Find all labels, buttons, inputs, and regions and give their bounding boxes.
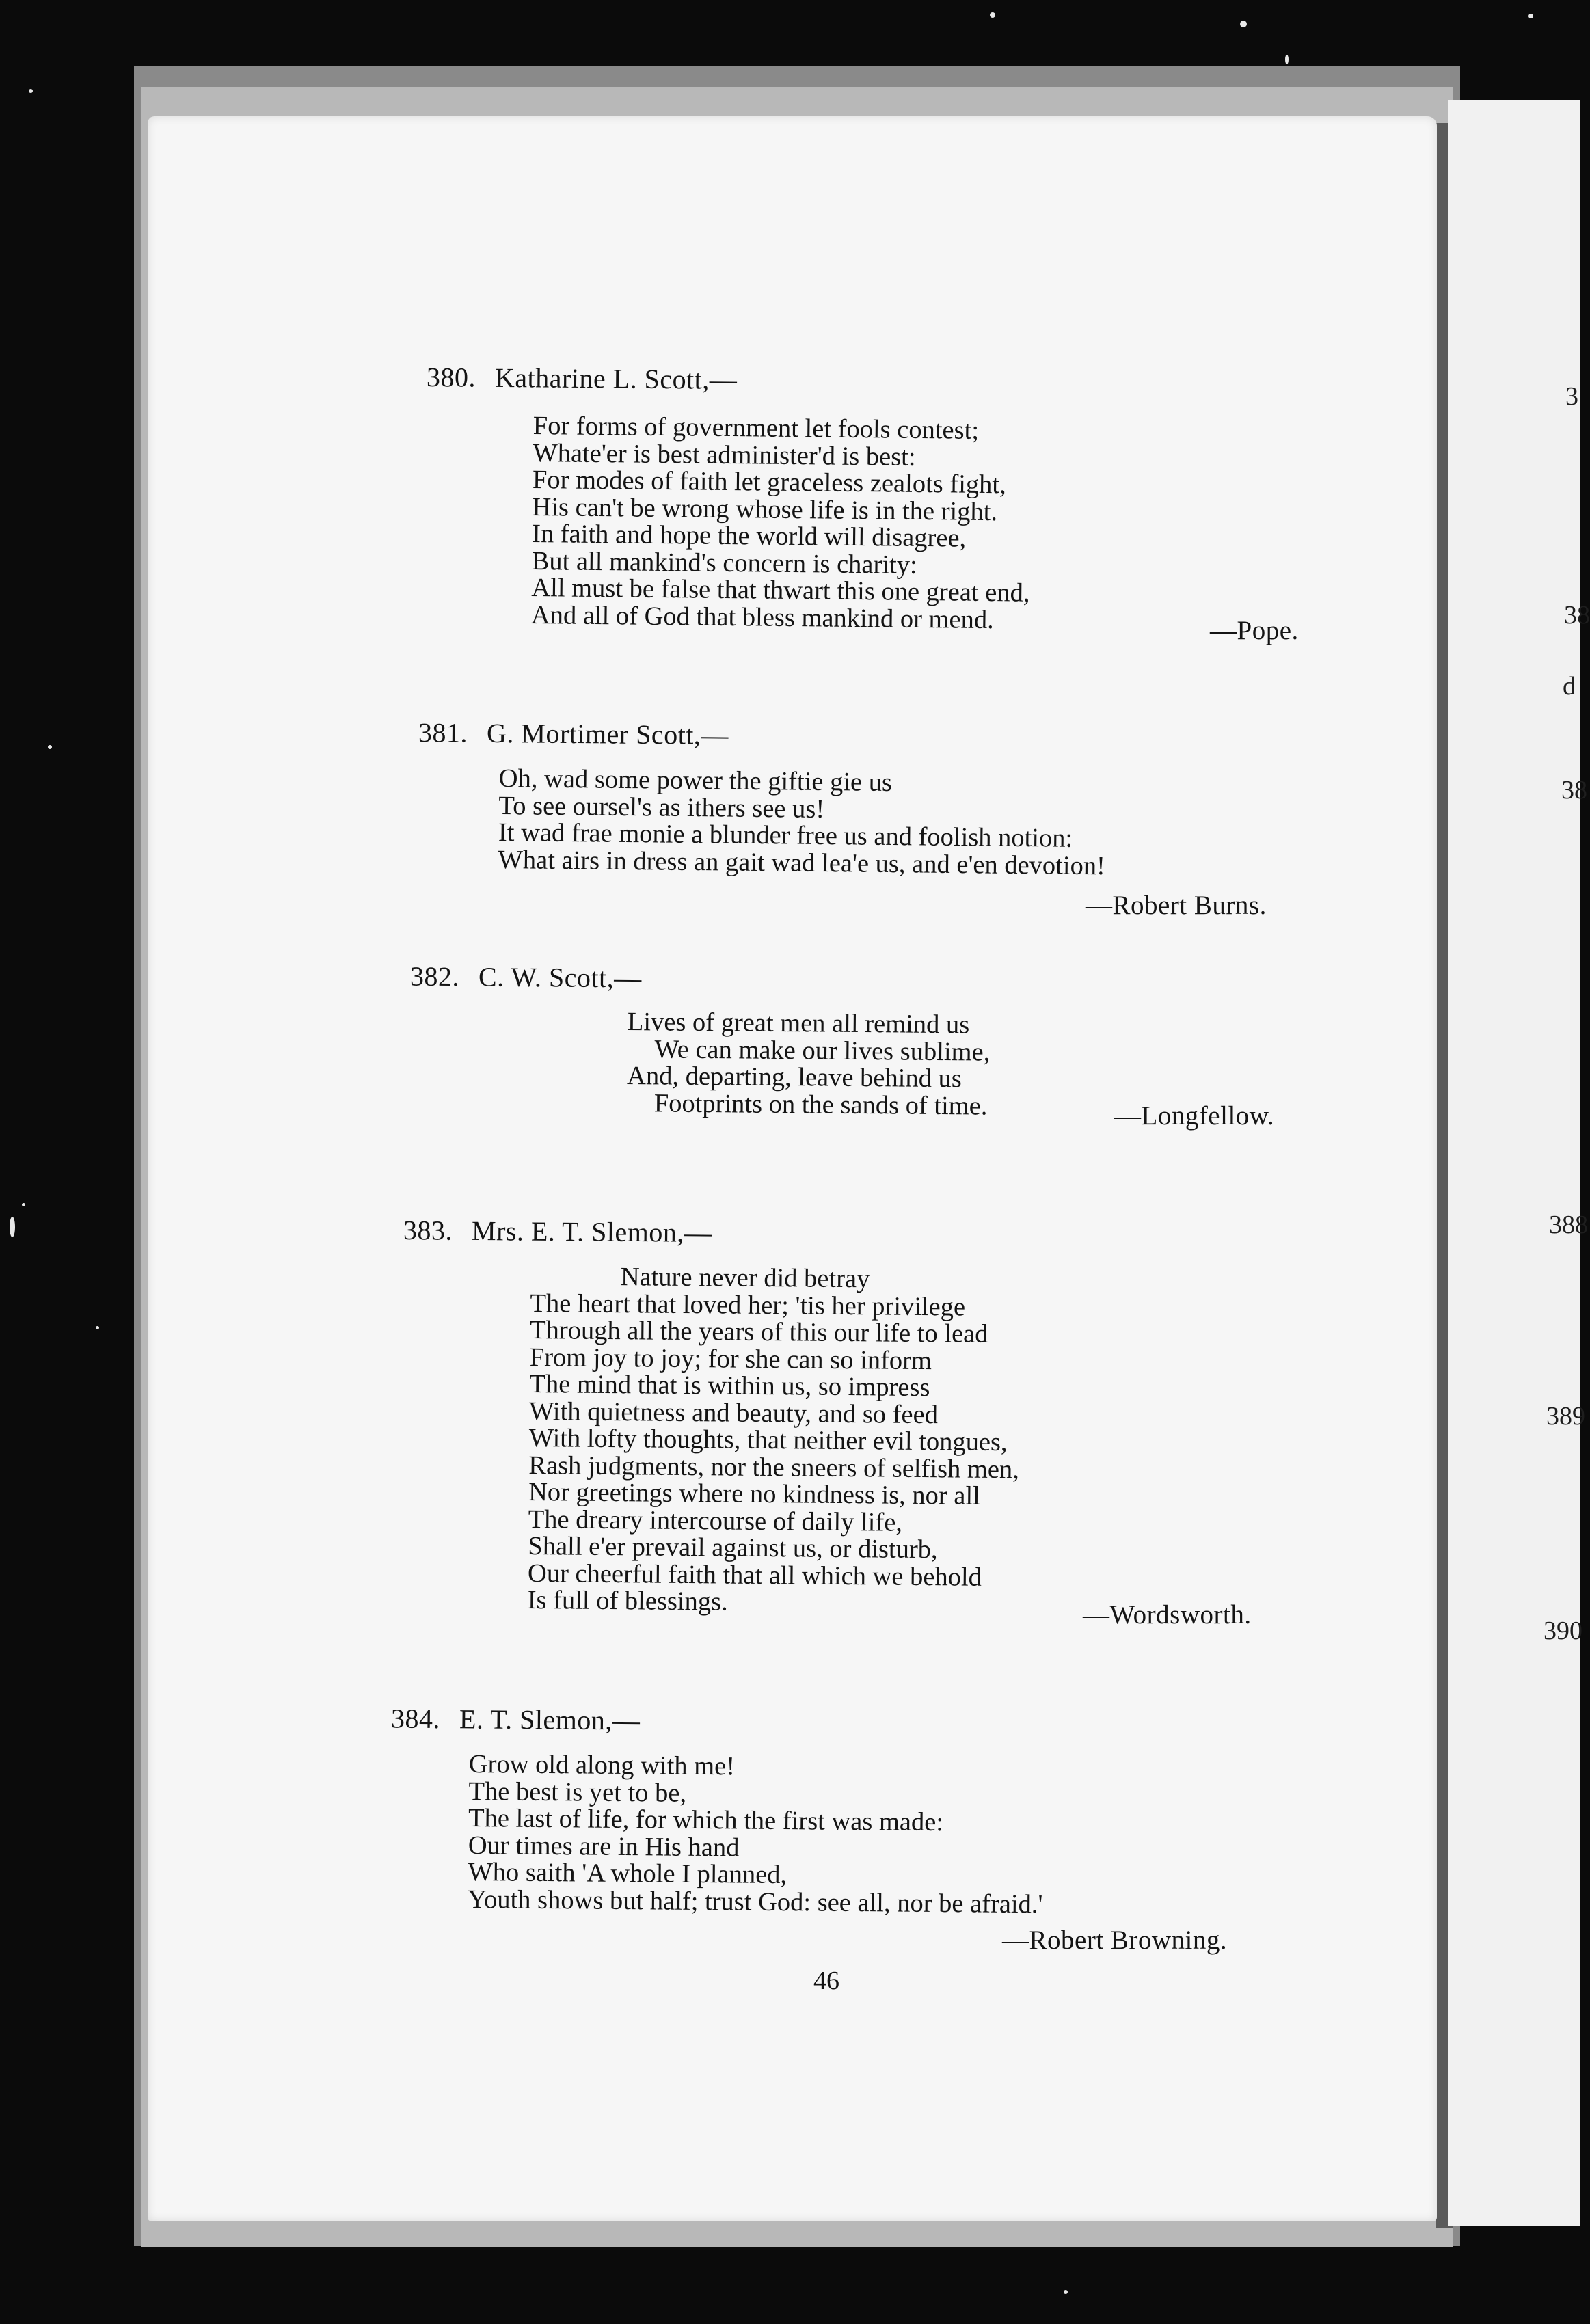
verse-line: It wad frae monie a blunder free us and foolish notion:	[498, 818, 1073, 853]
author-attribution: —Wordsworth.	[1083, 1600, 1252, 1630]
entry-heading	[403, 1214, 712, 1249]
verse-line: The mind that is within us, so impress	[529, 1369, 930, 1403]
verse-line: But all mankind's concern is charity:	[531, 546, 917, 580]
verse-line: All must be false that thwart this one great end,	[531, 573, 1030, 608]
scan-speck	[1064, 2290, 1068, 2294]
verse-line: Our cheerful faith that all which we behold	[527, 1558, 982, 1592]
verse-line: Our times are in His hand	[468, 1830, 740, 1862]
scan-speck	[1285, 55, 1289, 64]
edge-number: 390	[1544, 1617, 1582, 1645]
verse-line: We can make our lives sublime,	[654, 1034, 991, 1067]
edge-number: d	[1563, 672, 1576, 701]
entry-name: Katharine L. Scott,—	[494, 362, 738, 395]
verse-line: Whate'er is best administer'd is best:	[533, 438, 916, 472]
verse	[531, 413, 1032, 634]
verse-line: Nature never did betray	[620, 1262, 870, 1294]
edge-number: 3	[1565, 382, 1578, 411]
author-attribution: —Robert Burns.	[1086, 891, 1267, 920]
verse-line: Grow old along with me!	[468, 1750, 736, 1781]
verse	[627, 1009, 991, 1120]
verse-line: From joy to joy; for she can so inform	[529, 1342, 932, 1375]
verse	[468, 1751, 1044, 1918]
entry-heading	[391, 1702, 641, 1736]
verse-line: Lives of great men all remind us	[627, 1008, 970, 1040]
verse-line: The dreary intercourse of daily life,	[528, 1504, 903, 1537]
scan-speck	[1240, 21, 1247, 27]
verse-line: With quietness and beauty, and so feed	[528, 1396, 939, 1429]
verse-line: To see oursel's as ithers see us!	[498, 791, 825, 824]
entry-number: 381.	[418, 717, 468, 748]
entry-heading	[410, 960, 642, 995]
entry-number: 384.	[390, 1703, 441, 1735]
scan-speck	[96, 1326, 99, 1329]
scan-speck	[10, 1217, 15, 1237]
entry-name: G. Mortimer Scott,—	[486, 717, 729, 751]
verse-line: And all of God that bless mankind or mend.	[530, 600, 994, 634]
entry-number: 383.	[403, 1215, 453, 1246]
entry-number: 382.	[409, 960, 460, 992]
verse-line: The last of life, for which the first was made:	[468, 1803, 944, 1837]
verse	[498, 766, 1106, 880]
verse-line: Footprints on the sands of time.	[653, 1088, 988, 1121]
verse-line: Oh, wad some power the giftie gie us	[498, 764, 893, 798]
verse-line: The best is yet to be,	[468, 1776, 687, 1808]
edge-number: 389	[1546, 1402, 1585, 1431]
scan-speck	[29, 89, 33, 93]
verse-line: Rash judgments, nor the sneers of selfish men,	[528, 1450, 1020, 1484]
author-attribution: —Robert Browning.	[1002, 1926, 1228, 1955]
verse-line: With lofty thoughts, that neither evil tongues,	[528, 1423, 1008, 1457]
verse-line: Shall e'er prevail against us, or disturb,	[528, 1531, 938, 1565]
entry-name: E. T. Slemon,—	[459, 1703, 641, 1736]
entry-name: C. W. Scott,—	[478, 961, 642, 994]
scan-speck	[48, 745, 52, 749]
author-attribution: —Longfellow.	[1114, 1101, 1275, 1131]
verse-line: For forms of government let fools contest;	[533, 411, 980, 445]
entry-heading	[427, 361, 738, 396]
verse-line: Through all the years of this our life to lead	[529, 1315, 988, 1349]
edge-number: 388	[1549, 1211, 1588, 1239]
scan-speck	[22, 1203, 25, 1206]
scan-speck	[990, 12, 995, 18]
edge-number: 38	[1561, 776, 1587, 805]
verse-line: And, departing, leave behind us	[626, 1061, 962, 1094]
verse-line: In faith and hope the world will disagree,	[531, 519, 967, 553]
verse-line: His can't be wrong whose life is in the right.	[532, 492, 998, 526]
author-attribution: —Pope.	[1210, 616, 1299, 645]
verse-line: Who saith 'A whole I planned,	[468, 1857, 787, 1890]
verse-line: Youth shows but half; trust God: see all, nor be afraid.'	[467, 1884, 1043, 1919]
verse-line: Is full of blessings.	[527, 1585, 728, 1617]
verse-line: Nor greetings where no kindness is, nor all	[528, 1477, 981, 1511]
verse	[528, 1263, 1021, 1619]
verse-line: For modes of faith let graceless zealots fight,	[532, 465, 1006, 500]
verse-line: What airs in dress an gait wad lea'e us, and e'en devotion!	[498, 845, 1106, 880]
verse-line: The heart that loved her; 'tis her privilege	[530, 1288, 966, 1322]
entry-number: 380.	[426, 362, 476, 393]
scan-speck	[1528, 14, 1533, 18]
entry-heading	[418, 716, 729, 751]
edge-number: 38	[1564, 601, 1590, 630]
adjacent-page	[1448, 100, 1590, 2226]
page-number: 46	[813, 1967, 839, 1995]
entry-name: Mrs. E. T. Slemon,—	[471, 1215, 712, 1248]
